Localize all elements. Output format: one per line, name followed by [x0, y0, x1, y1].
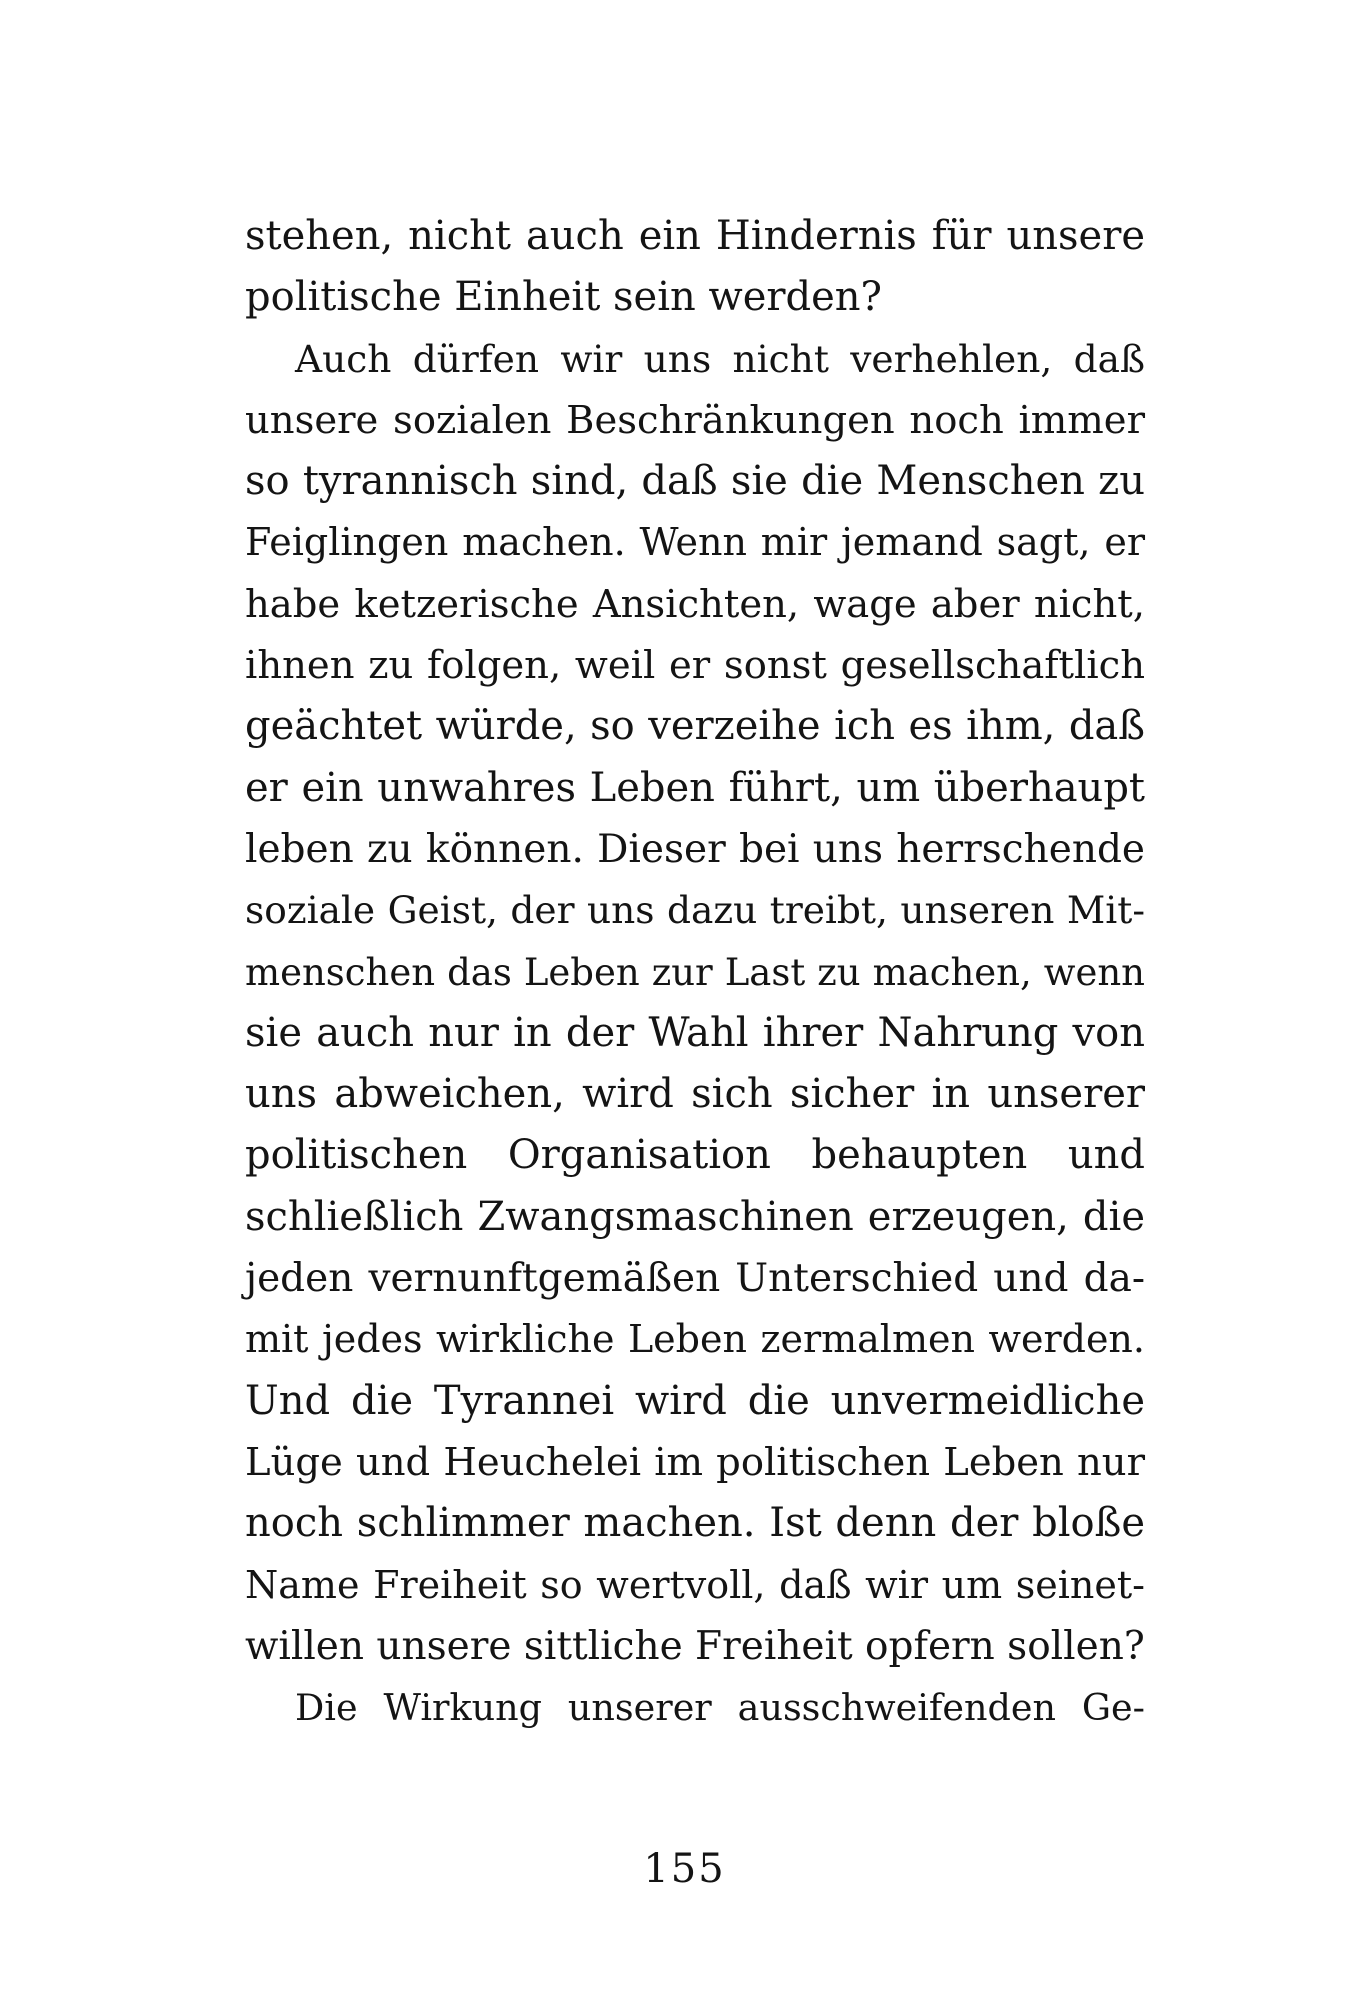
text-line: er ein unwahres Leben führt, um überhaupt	[245, 764, 1145, 811]
text-line: jeden vernunftgemäßen Unterschied und da-	[245, 1256, 1145, 1302]
text-line: habe ketzerische Ansichten, wage aber nicht,	[245, 581, 1145, 627]
text-line: noch schlimmer machen. Ist denn der bloße	[245, 1500, 1145, 1547]
text-line: mit jedes wirkliche Leben zermalmen werden.	[245, 1317, 1145, 1362]
text-line: geächtet würde, so verzeihe ich es ihm, daß	[245, 703, 1145, 750]
text-line: Auch dürfen wir uns nicht verhehlen, daß	[295, 336, 1145, 381]
text-line: schließlich Zwangsmaschinen erzeugen, die	[245, 1193, 1145, 1240]
text-line: uns abweichen, wird sich sicher in unserer	[245, 1071, 1145, 1118]
page-number: 155	[643, 1846, 726, 1892]
text-line: politischen Organisation behaupten und	[245, 1132, 1145, 1179]
text-line: menschen das Leben zur Last zu machen, wenn	[245, 950, 1145, 994]
text-line: so tyrannisch sind, daß sie die Menschen zu	[245, 458, 1145, 505]
text-line: Die Wirkung unserer ausschweifenden Ge-	[295, 1686, 1145, 1730]
text-line: willen unsere sittliche Freiheit opfern sollen?	[245, 1623, 1145, 1669]
body-text	[245, 206, 1145, 1738]
text-line: politische Einheit sein werden?	[245, 274, 882, 321]
text-line: stehen, nicht auch ein Hindernis für unsere	[245, 213, 1145, 259]
text-line: Feiglingen machen. Wenn mir jemand sagt, er	[245, 520, 1145, 565]
text-line: unsere sozialen Beschränkungen noch immer	[245, 397, 1145, 443]
text-line: Und die Tyrannei wird die unvermeidliche	[245, 1377, 1145, 1424]
text-line: leben zu können. Dieser bei uns herrschende	[245, 826, 1145, 872]
text-line: Lüge und Heuchelei im politischen Leben nur	[245, 1439, 1145, 1485]
text-line: Name Freiheit so wertvoll, daß wir um seinet-	[245, 1562, 1145, 1607]
text-line: sie auch nur in der Wahl ihrer Nahrung von	[245, 1009, 1145, 1056]
text-line: soziale Geist, der uns dazu treibt, unseren Mit-	[245, 888, 1145, 933]
text-line: ihnen zu folgen, weil er sonst gesellschaftlich	[245, 643, 1145, 689]
